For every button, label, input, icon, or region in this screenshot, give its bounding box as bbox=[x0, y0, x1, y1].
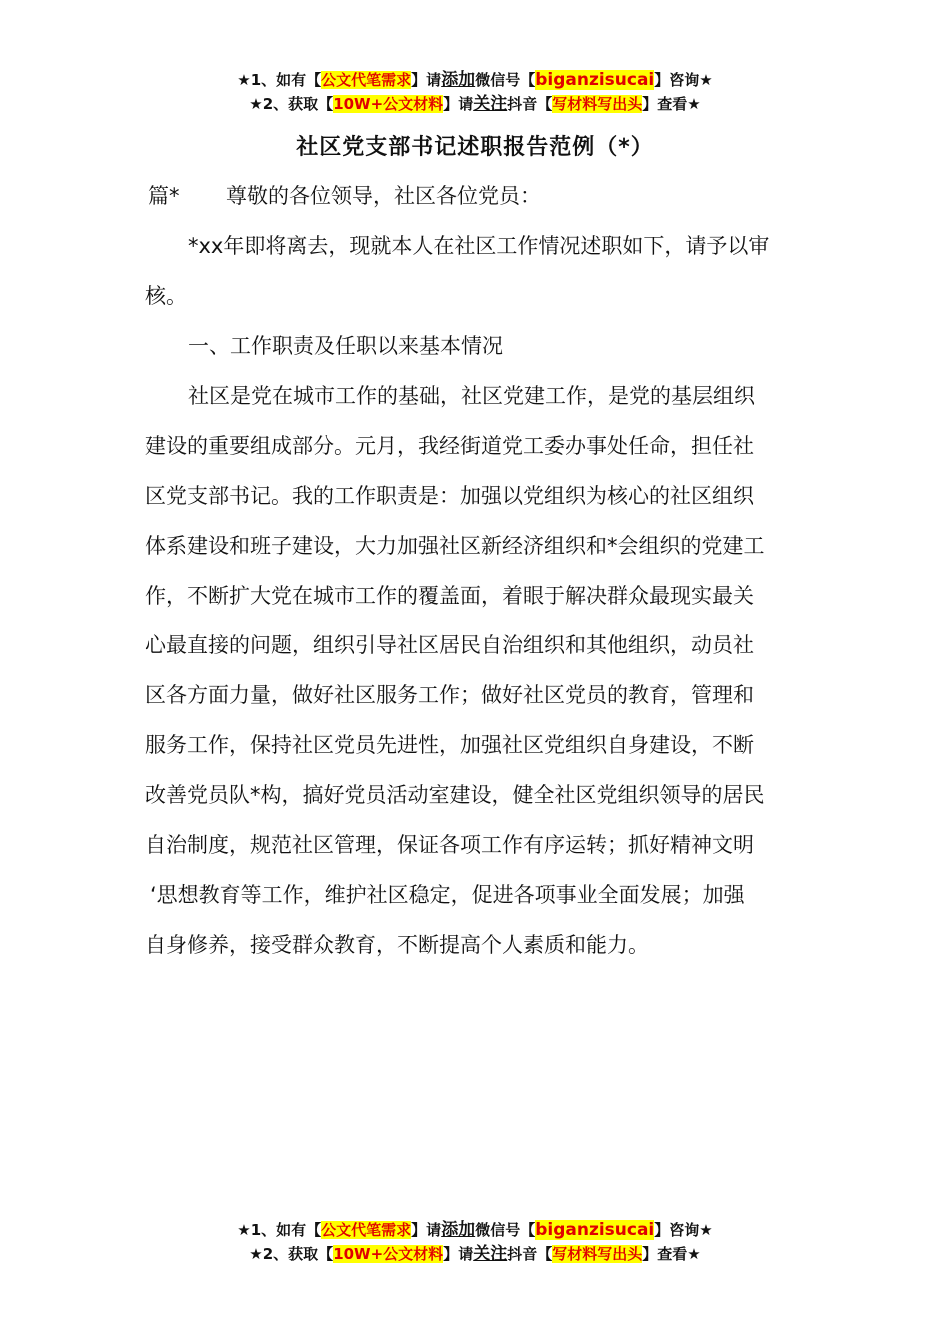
body-line: 建设的重要组成部分。元月，我经街道党工委办事处任命，担任社 bbox=[145, 434, 754, 458]
body-line: 区各方面力量，做好社区服务工作；做好社区党员的教育，管理和 bbox=[145, 683, 754, 707]
materials-highlight: 10W+公文材料 bbox=[333, 95, 444, 113]
body-line: *xx年即将离去，现就本人在社区工作情况述职如下，请予以审 bbox=[188, 234, 770, 258]
document-title: 社区党支部书记述职报告范例（*） bbox=[296, 135, 654, 160]
body-line: 社区是党在城市工作的基础，社区党建工作，是党的基层组织 bbox=[188, 384, 755, 408]
body-line: 体系建设和班子建设，大力加强社区新经济组织和*会组织的党建工 bbox=[145, 534, 765, 558]
douyin-highlight: 写材料写出头 bbox=[552, 1245, 643, 1263]
service-highlight: 公文代笔需求 bbox=[321, 71, 412, 89]
banner-line-1: ★1、如有【公文代笔需求】请添加微信号【biganzisucai】咨询★ bbox=[237, 70, 713, 90]
banner-line-2: ★2、获取【10W+公文材料】请关注抖音【写材料写出头】查看★ bbox=[249, 94, 701, 114]
header-banner bbox=[0, 68, 950, 116]
wechat-id-highlight: biganzisucai bbox=[535, 70, 655, 90]
body-line: 自身修养，接受群众教育，不断提高个人素质和能力。 bbox=[145, 933, 649, 957]
body-line: 作，不断扩大党在城市工作的覆盖面，着眼于解决群众最现实最关 bbox=[145, 584, 754, 608]
body-line: 核。 bbox=[145, 284, 187, 308]
body-line: 心最直接的问题，组织引导社区居民自治组织和其他组织，动员社 bbox=[145, 633, 754, 657]
douyin-highlight: 写材料写出头 bbox=[552, 95, 643, 113]
section-heading: 一、工作职责及任职以来基本情况 bbox=[188, 334, 503, 358]
body-line: ‘思想教育等工作，维护社区稳定，促进各项事业全面发展；加强 bbox=[150, 883, 745, 907]
body-line: 区党支部书记。我的工作职责是：加强以党组织为核心的社区组织 bbox=[145, 484, 754, 508]
section-marker: 篇* bbox=[148, 184, 180, 208]
service-highlight: 公文代笔需求 bbox=[321, 1221, 412, 1239]
body-line: 自治制度，规范社区管理，保证各项工作有序运转；抓好精神文明 bbox=[145, 833, 754, 857]
wechat-id-highlight: biganzisucai bbox=[535, 1220, 655, 1240]
greeting: 尊敬的各位领导，社区各位党员： bbox=[226, 184, 541, 208]
body-line: 改善党员队*构，搞好党员活动室建设，健全社区党组织领导的居民 bbox=[145, 783, 765, 807]
footer-banner bbox=[0, 1218, 950, 1266]
banner-line-1: ★1、如有【公文代笔需求】请添加微信号【biganzisucai】咨询★ bbox=[237, 1220, 713, 1240]
materials-highlight: 10W+公文材料 bbox=[333, 1245, 444, 1263]
body-line: 服务工作，保持社区党员先进性，加强社区党组织自身建设，不断 bbox=[145, 733, 754, 757]
banner-line-2: ★2、获取【10W+公文材料】请关注抖音【写材料写出头】查看★ bbox=[249, 1244, 701, 1264]
